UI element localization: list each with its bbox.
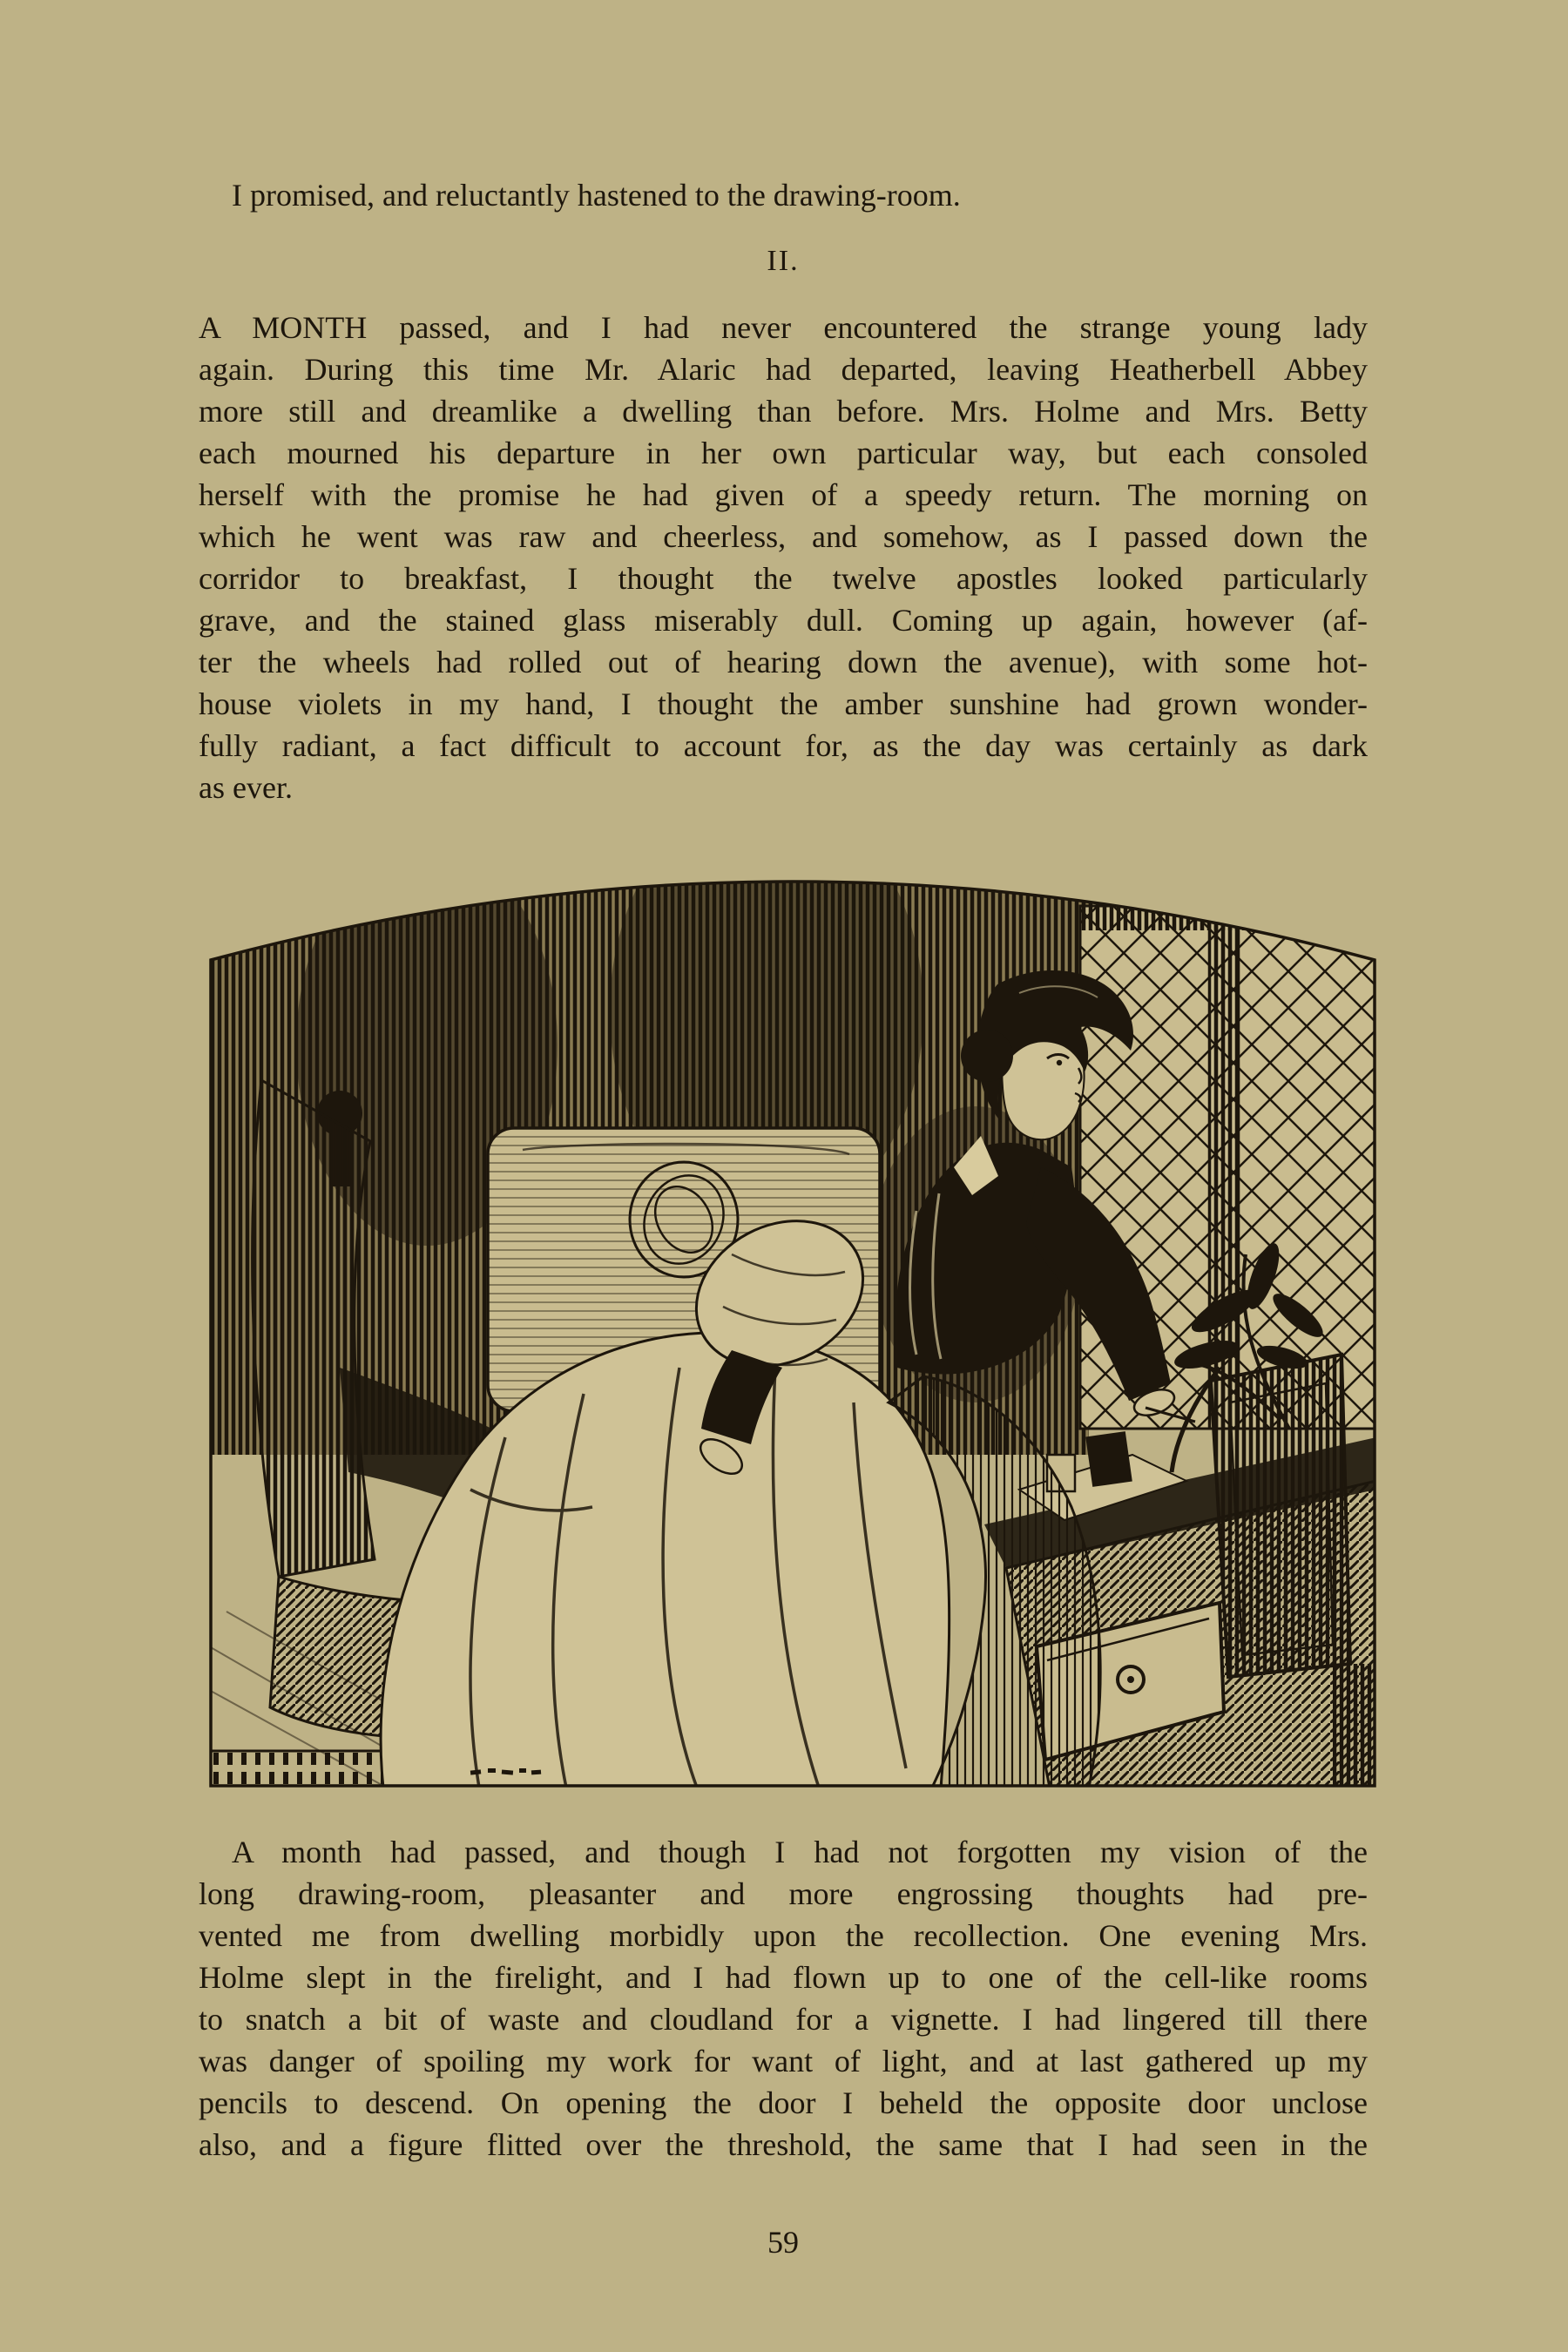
text-line: house violets in my hand, I thought the amber sunshine had grown wonder- — [199, 686, 1368, 721]
page-number: 59 — [767, 2225, 799, 2260]
text-line: long drawing-room, pleasanter and more engrossing thoughts had pre- — [199, 1876, 1368, 1911]
text-line: to snatch a bit of waste and cloudland for a vignette. I had lingered till there — [199, 2002, 1368, 2037]
text-line: as ever. — [199, 770, 293, 805]
section-heading: II. — [767, 245, 800, 277]
paragraph-1 — [199, 307, 1368, 808]
text-line: pencils to descend. On opening the door I beheld the opposite door unclose — [199, 2085, 1368, 2120]
text-line: A MONTH passed, and I had never encountered the strange young lady — [199, 310, 1368, 345]
intro-line: I promised, and reluctantly hastened to the drawing-room. — [232, 178, 961, 213]
text-line: A month had passed, and though I had not forgotten my vision of the — [232, 1835, 1368, 1869]
text-line: vented me from dwelling morbidly upon the recollection. One evening Mrs. — [199, 1918, 1368, 1953]
illustration-engraving — [209, 880, 1376, 1788]
text-line: grave, and the stained glass miserably dull. Coming up again, however (af- — [199, 603, 1368, 638]
engraving-svg — [209, 880, 1376, 1788]
paragraph-2 — [199, 1831, 1368, 2166]
text-line: also, and a figure flitted over the threshold, the same that I had seen in the — [199, 2127, 1368, 2162]
text-line: was danger of spoiling my work for want of light, and at last gathered up my — [199, 2044, 1368, 2078]
text-line: again. During this time Mr. Alaric had departed, leaving Heatherbell Abbey — [199, 352, 1368, 387]
text-line: herself with the promise he had given of a speedy return. The morning on — [199, 477, 1368, 512]
text-line: Holme slept in the firelight, and I had flown up to one of the cell-like rooms — [199, 1960, 1368, 1995]
text-line: corridor to breakfast, I thought the twelve apostles looked particularly — [199, 561, 1368, 596]
text-line: which he went was raw and cheerless, and somehow, as I passed down the — [199, 519, 1368, 554]
text-line: fully radiant, a fact difficult to account for, as the day was certainly as dark — [199, 728, 1368, 763]
text-line: each mourned his departure in her own particular way, but each consoled — [199, 436, 1368, 470]
text-line: ter the wheels had rolled out of hearing down the avenue), with some hot- — [199, 645, 1368, 679]
text-line: more still and dreamlike a dwelling than before. Mrs. Holme and Mrs. Betty — [199, 394, 1368, 429]
